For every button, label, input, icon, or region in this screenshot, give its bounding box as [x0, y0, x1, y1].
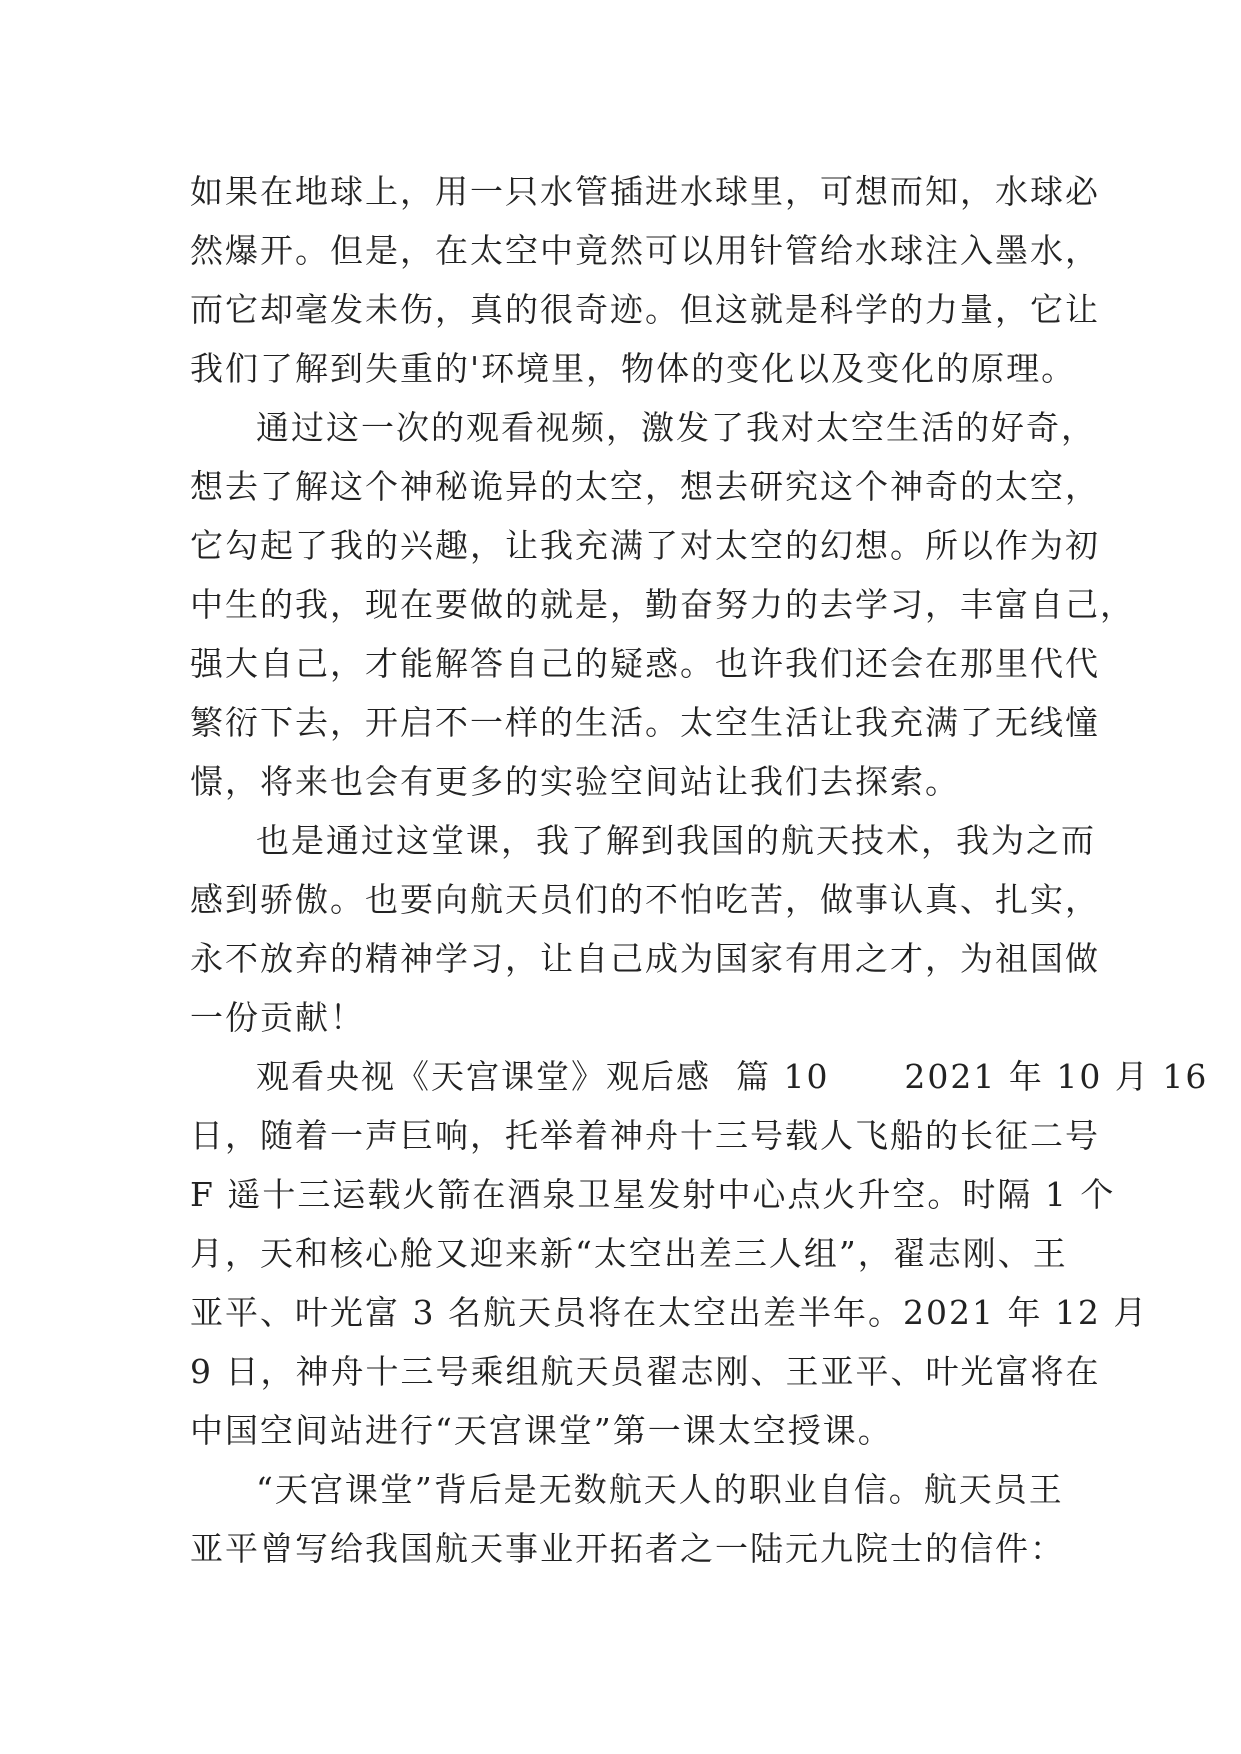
text-line: “天宫课堂”背后是无数航天人的职业自信。航天员王 [256, 1470, 1064, 1509]
text-line: 亚平、叶光富 3 名航天员将在太空出差半年。2021 年 12 月 [190, 1293, 1149, 1332]
text-line: 然爆开。但是，在太空中竟然可以用针管给水球注入墨水， [190, 231, 1100, 270]
text-line: 通过这一次的观看视频，激发了我对太空生活的好奇， [256, 408, 1096, 447]
text-line: 9 日，神舟十三号乘组航天员翟志刚、王亚平、叶光富将在 [190, 1352, 1101, 1391]
paragraph-article-10 [190, 1047, 1209, 1460]
text-line: 中国空间站进行“天宫课堂”第一课太空授课。 [190, 1411, 893, 1450]
text-line: 感到骄傲。也要向航天员们的不怕吃苦，做事认真、扎实， [190, 880, 1100, 919]
text-line: 也是通过这堂课，我了解到我国的航天技术，我为之而 [256, 821, 1096, 860]
text-line: 观看央视《天宫课堂》观后感 篇 10 2021 年 10 月 16 [256, 1057, 1209, 1096]
paragraph-water-ball [190, 162, 1100, 398]
text-line: 日，随着一声巨响，托举着神舟十三号载人飞船的长征二号 [190, 1116, 1100, 1155]
text-line: 我们了解到失重的'环境里，物体的变化以及变化的原理。 [190, 349, 1077, 388]
text-line: 永不放弃的精神学习，让自己成为国家有用之才，为祖国做 [190, 939, 1100, 978]
text-line: 繁衍下去，开启不一样的生活。太空生活让我充满了无线憧 [190, 703, 1100, 742]
text-line: 月，天和核心舱又迎来新“太空出差三人组”，翟志刚、王 [190, 1234, 1068, 1273]
text-line: 中生的我，现在要做的就是，勤奋努力的去学习，丰富自己， [190, 585, 1135, 624]
paragraph-pride [190, 811, 1100, 1047]
text-line: 如果在地球上，用一只水管插进水球里，可想而知，水球必 [190, 172, 1100, 211]
text-line: 亚平曾写给我国航天事业开拓者之一陆元九院士的信件： [190, 1529, 1065, 1568]
text-line: 一份贡献！ [190, 998, 365, 1037]
text-line: 憬，将来也会有更多的实验空间站让我们去探索。 [190, 762, 960, 801]
text-line: F 遥十三运载火箭在酒泉卫星发射中心点火升空。时隔 1 个 [190, 1175, 1116, 1214]
text-line: 它勾起了我的兴趣，让我充满了对太空的幻想。所以作为初 [190, 526, 1100, 565]
text-line: 而它却毫发未伤，真的很奇迹。但这就是科学的力量，它让 [190, 290, 1100, 329]
paragraph-curiosity [190, 398, 1135, 811]
document-body [190, 162, 1209, 1578]
text-line: 想去了解这个神秘诡异的太空，想去研究这个神奇的太空， [190, 467, 1100, 506]
paragraph-confidence [190, 1460, 1065, 1578]
text-line: 强大自己，才能解答自己的疑惑。也许我们还会在那里代代 [190, 644, 1100, 683]
